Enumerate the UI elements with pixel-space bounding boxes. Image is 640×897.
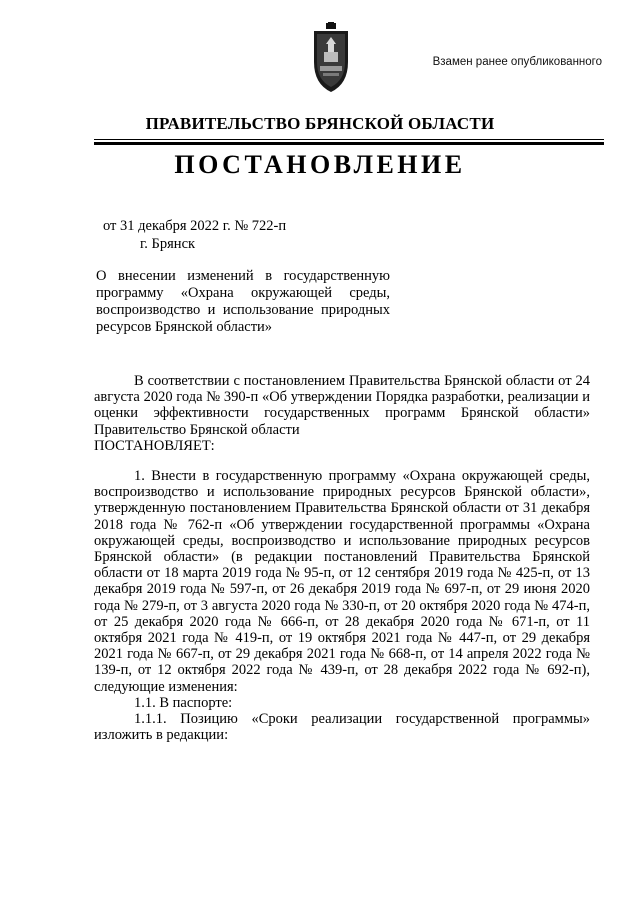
item-1-1-1-paragraph: 1.1.1. Позицию «Сроки реализации государственной программы» изложить в редакции: <box>94 711 590 744</box>
preamble-paragraph: В соответствии с постановлением Правительства Брянской области от 24 августа 2020 года № 390-п «Об утверждении Порядка разработки, реализации и оценки эффективности государственных программ Брянской области» Правительство Брянской области <box>94 373 590 438</box>
coat-of-arms-emblem-icon <box>311 22 351 94</box>
document-subject: О внесении изменений в государственную программу «Охрана окружающей среды, воспроизводство и использование природных ресурсов Брянской области» <box>96 268 390 335</box>
resolves-heading: ПОСТАНОВЛЯЕТ: <box>94 437 215 454</box>
header-divider-thick <box>94 142 604 145</box>
date-number-line: от 31 декабря 2022 г. № 722-п <box>103 218 287 234</box>
header-divider-thin <box>94 139 604 140</box>
replacement-note: Взамен ранее опубликованного <box>432 56 602 68</box>
document-body <box>94 373 590 743</box>
item-1-1-paragraph: 1.1. В паспорте: <box>134 694 233 711</box>
city-line: г. Брянск <box>140 236 196 252</box>
document-title: ПОСТАНОВЛЕНИЕ <box>174 150 466 179</box>
item-1-paragraph: 1. Внести в государственную программу «Охрана окружающей среды, воспроизводство и использование природных ресурсов Брянской области», утвержденную постановлением Правительства Брянской области от 31 декабря 2018 года № 762-п «Об утверждении государственной программы «Охрана окружающей среды, воспроизводство и использование природных ресурсов Брянской области» (в редакции постановлений Правительства Брянской области от 18 марта 2019 года № 95-п, от 12 сентября 2019 года № 425-п, от 13 декабря 2019 года № 597-п, от 26 декабря 2019 года № 697-п, от 29 июня 2020 года № 279-п, от 3 августа 2020 года № 330-п, от 20 октября 2020 года № 474-п, от 25 декабря 2020 года № 666-п, от 28 декабря 2020 года № 671-п, от 11 октября 2021 года № 419-п, от 19 октября 2021 года № 447-п, от 29 декабря 2021 года № 667-п, от 29 декабря 2021 года № 668-п, от 14 апреля 2022 года № 139-п, от 12 октября 2022 года № 439-п, от 28 декабря 2022 года № 692-п), следующие изменения: <box>94 468 590 695</box>
government-name: ПРАВИТЕЛЬСТВО БРЯНСКОЙ ОБЛАСТИ <box>145 114 495 133</box>
